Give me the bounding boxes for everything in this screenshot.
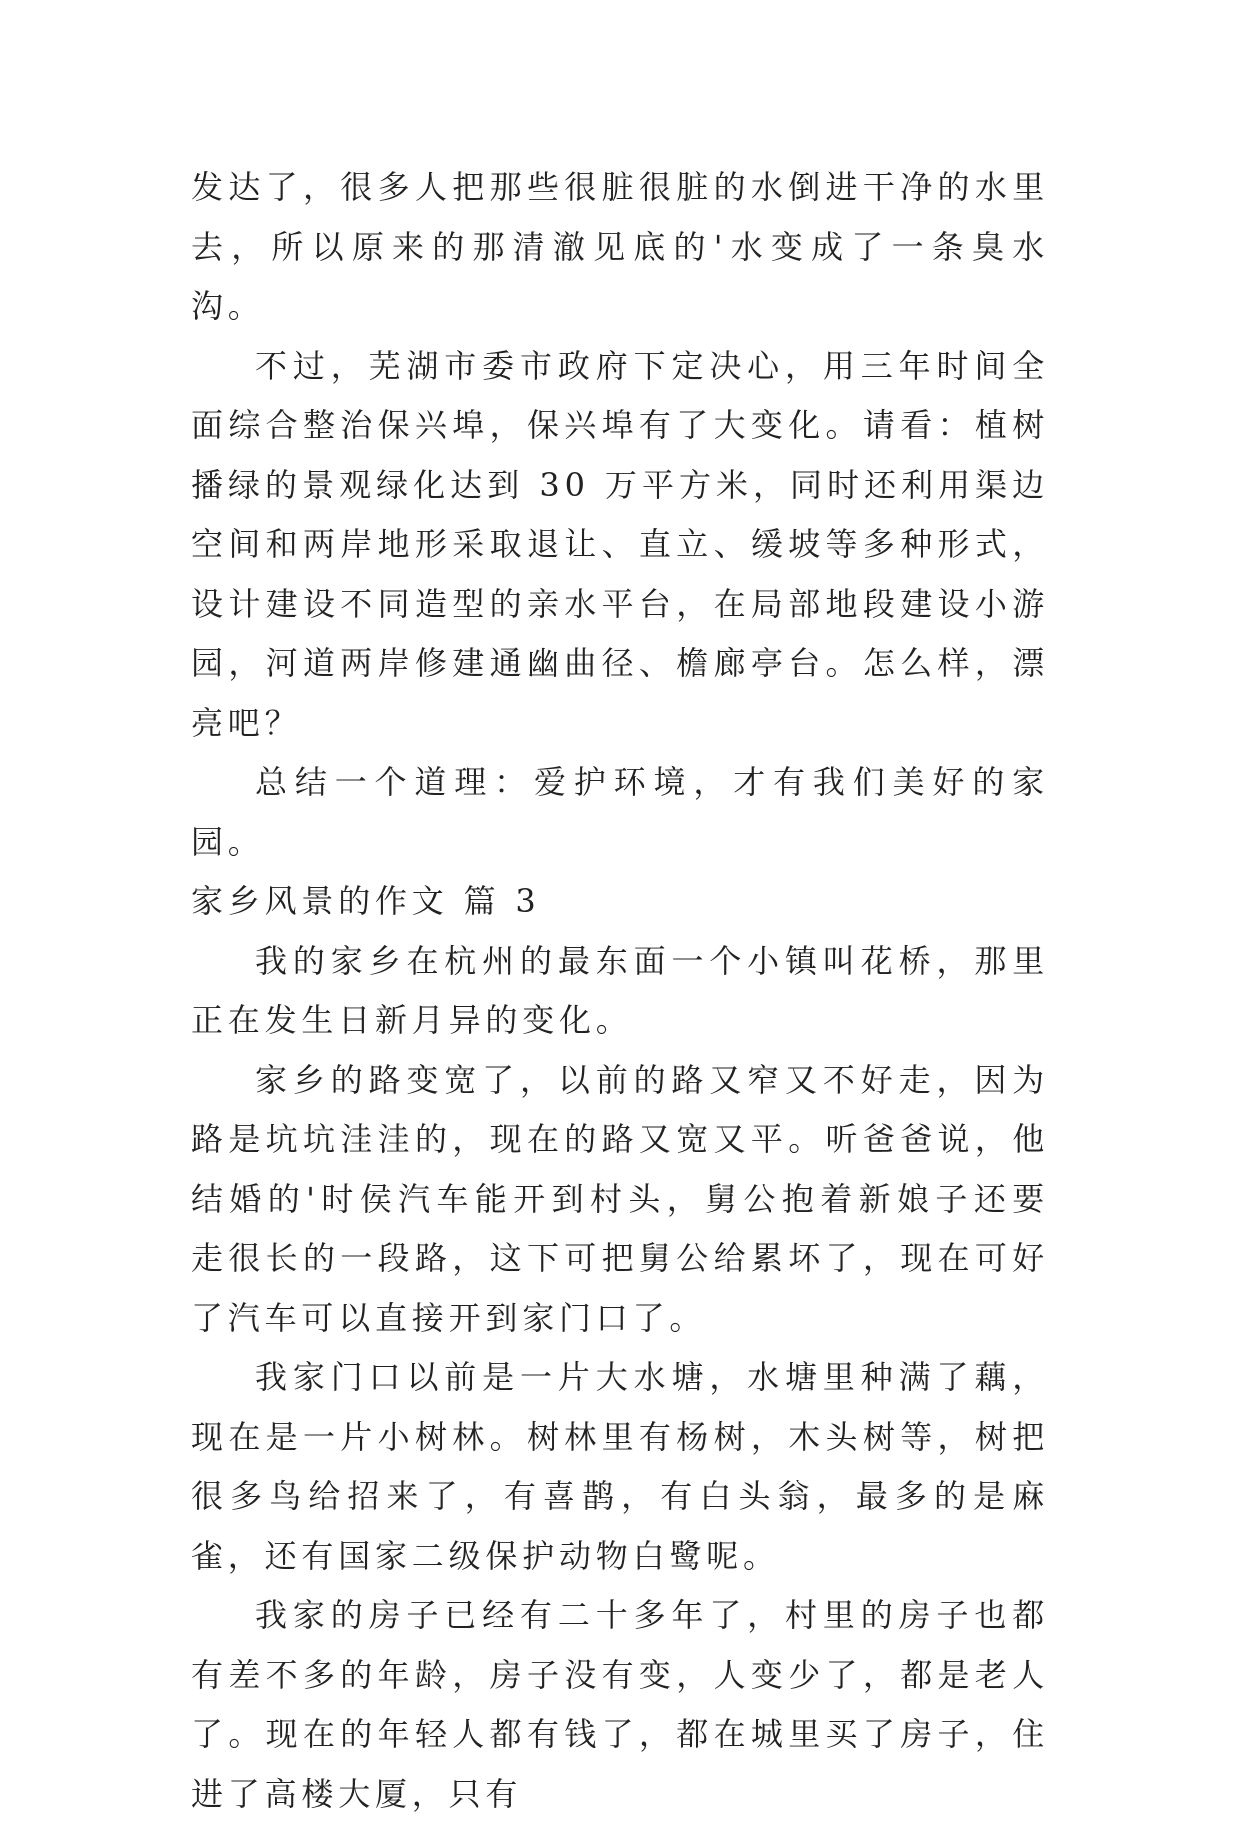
paragraph-3: 总结一个道理：爱护环境，才有我们美好的家园。	[191, 763, 1049, 861]
paragraph-7: 我家的房子已经有二十多年了，村里的房子也都有差不多的年龄，房子没有变，人变少了，都是老人了。现在的年轻人都有钱了，都在城里买了房子，住进了高楼大厦，只有	[191, 1596, 1049, 1813]
paragraph-2: 不过，芜湖市委市政府下定决心，用三年时间全面综合整治保兴埠，保兴埠有了大变化。请看：植树播绿的景观绿化达到 30 万平方米，同时还利用渠边空间和两岸地形采取退让、直立、缓坡等多种形式，设计建设不同造型的亲水平台，在局部地段建设小游园，河道两岸修建通幽曲径、檐廊亭台。怎么样，漂亮吧？	[191, 346, 1049, 742]
section-heading: 家乡风景的作文 篇 3	[191, 882, 541, 920]
paragraph-6: 我家门口以前是一片大水塘，水塘里种满了藕，现在是一片小树林。树林里有杨树，木头树等，树把很多鸟给招来了，有喜鹊，有白头翁，最多的是麻雀，还有国家二级保护动物白鹭呢。	[191, 1358, 1049, 1575]
paragraph-1: 发达了，很多人把那些很脏很脏的水倒进干净的水里去，所以原来的那清澈见底的'水变成了一条臭水沟。	[191, 168, 1049, 325]
paragraph-4: 我的家乡在杭州的最东面一个小镇叫花桥，那里正在发生日新月异的变化。	[191, 941, 1049, 1039]
document-body	[191, 158, 1049, 1824]
paragraph-5: 家乡的路变宽了，以前的路又窄又不好走，因为路是坑坑洼洼的，现在的路又宽又平。听爸爸说，他结婚的'时侯汽车能开到村头，舅公抱着新娘子还要走很长的一段路，这下可把舅公给累坏了，现在可好了汽车可以直接开到家门口了。	[191, 1060, 1049, 1337]
